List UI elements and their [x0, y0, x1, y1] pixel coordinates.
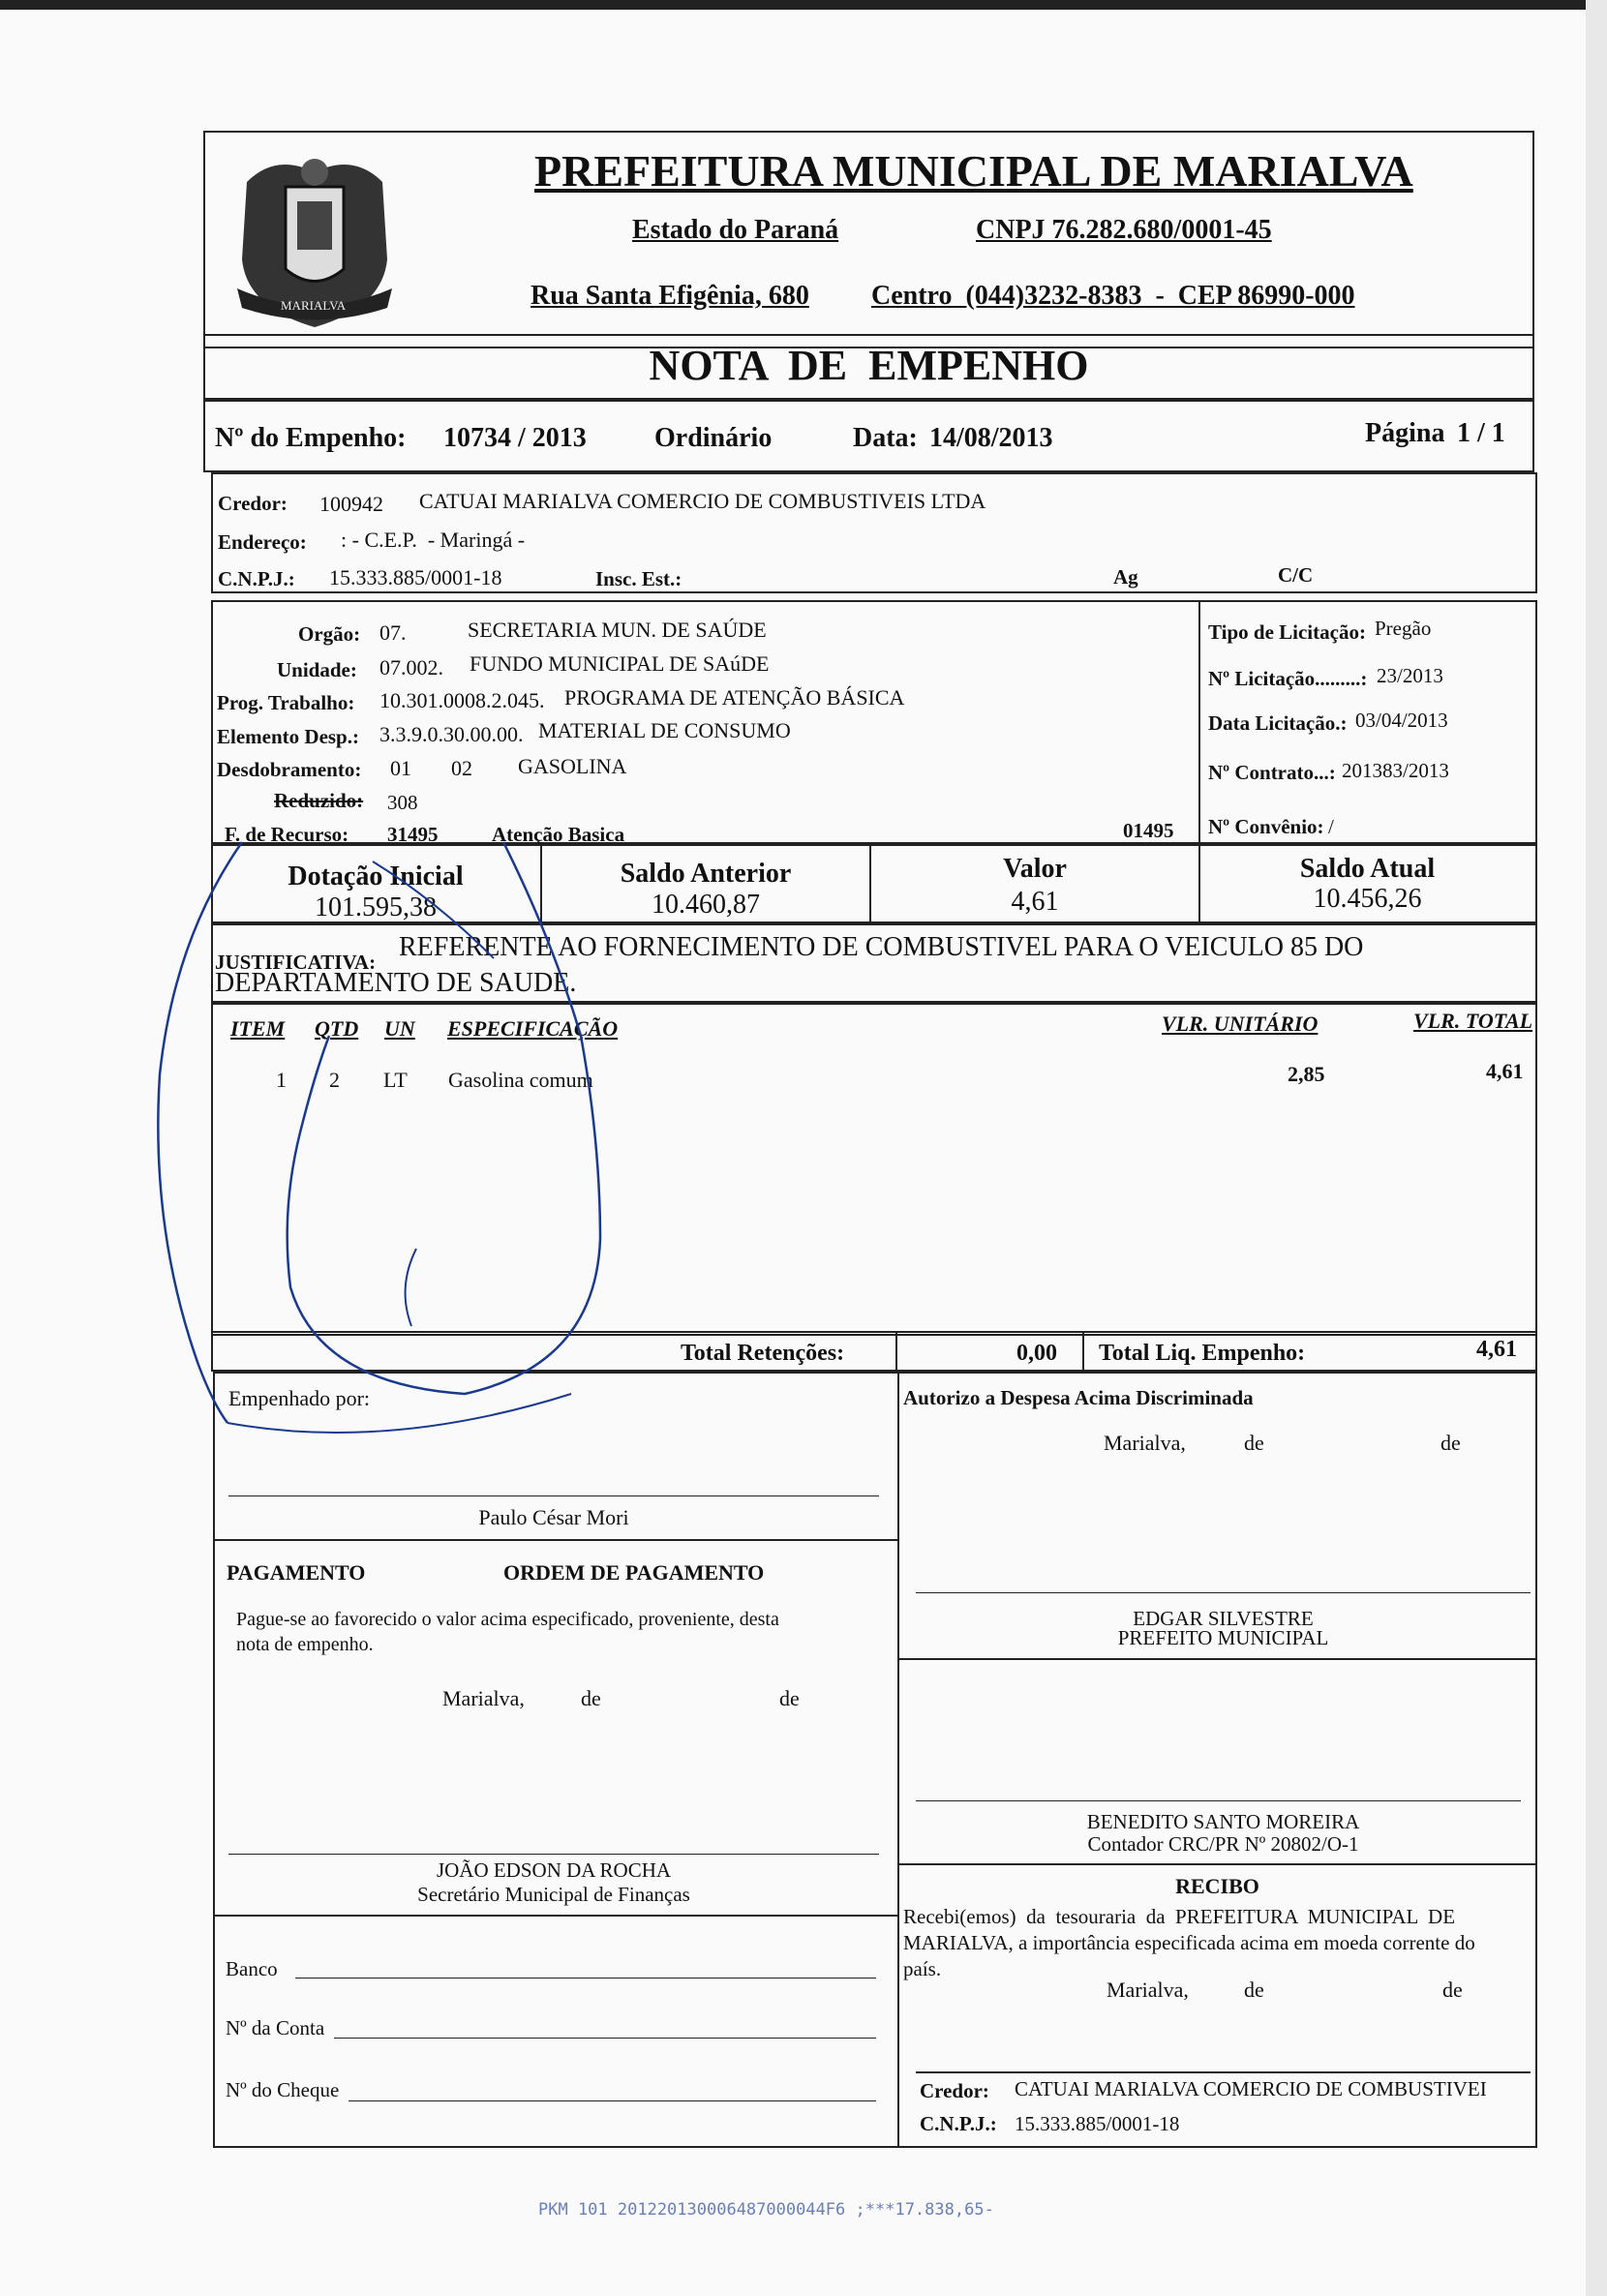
- prog-name: PROGRAMA DE ATENÇÃO BÁSICA: [564, 685, 905, 710]
- desdobramento-b: 02: [451, 756, 472, 780]
- totals-divider-1: [895, 1331, 897, 1372]
- recurso-name: Atenção Basica: [492, 823, 625, 846]
- prefeito-role: PREFEITO MUNICIPAL: [1117, 1626, 1329, 1649]
- dotacao-inicial-label: Dotação Inicial: [288, 861, 464, 891]
- state-name: Estado do Paraná: [632, 215, 839, 245]
- desdobramento-a: 01: [390, 756, 411, 780]
- contrato-label: Nº Contrato...:: [1208, 761, 1336, 784]
- recurso-label: F. de Recurso:: [225, 823, 349, 846]
- autorizo-de-1: de: [1244, 1431, 1264, 1455]
- elemento-name: MATERIAL DE CONSUMO: [538, 718, 791, 742]
- col-unit-value: VLR. UNITÁRIO: [1162, 1012, 1319, 1036]
- item-number: 1: [276, 1068, 287, 1092]
- valor-label: Valor: [1003, 854, 1067, 884]
- desdobramento-name: GASOLINA: [518, 754, 627, 778]
- orgao-name: SECRETARIA MUN. DE SAÚDE: [468, 618, 767, 642]
- dotacao-divider: [1198, 600, 1200, 844]
- justificativa-line-2: DEPARTAMENTO DE SAUDE.: [215, 968, 577, 998]
- justificativa-label: JUSTIFICATIVA:: [215, 951, 377, 974]
- credor-name: CATUAI MARIALVA COMERCIO DE COMBUSTIVEIS LTDA: [419, 489, 986, 513]
- bottom-divider: [897, 1372, 899, 2148]
- empenhado-signature-line: [228, 1495, 879, 1496]
- credor-cnpj: 15.333.885/0001-18: [329, 565, 502, 589]
- convenio-value: /: [1328, 815, 1334, 838]
- financas-name: JOÃO EDSON DA ROCHA: [436, 1858, 672, 1882]
- liq-empenho-value: 4,61: [1476, 1337, 1517, 1362]
- contador-role: Contador CRC/PR Nº 20802/O-1: [1087, 1832, 1359, 1856]
- address-label: Endereço:: [218, 530, 307, 554]
- scan-top-edge: [0, 0, 1607, 10]
- contrato-number: 201383/2013: [1342, 759, 1449, 782]
- credor-cnpj-label: C.N.P.J.:: [218, 567, 295, 590]
- licitacao-date: 03/04/2013: [1355, 709, 1448, 732]
- elemento-label: Elemento Desp.:: [217, 725, 359, 748]
- retencoes-value: 0,00: [1016, 1341, 1057, 1366]
- autorizo-label: Autorizo a Despesa Acima Discriminada: [903, 1386, 1254, 1409]
- recibo-cnpj-label: C.N.P.J.:: [920, 2112, 997, 2135]
- contador-bottom-line: [897, 1863, 1537, 1865]
- recibo-text-3: país.: [903, 1957, 942, 1980]
- licitacao-number-label: Nº Licitação.........:: [1208, 667, 1368, 690]
- financas-bottom-line: [213, 1915, 897, 1917]
- credor-address: : - C.E.P. - Maringá -: [341, 528, 526, 552]
- crest-icon: MARIALVA: [218, 143, 411, 337]
- conta-label: Nº da Conta: [226, 2016, 325, 2039]
- conta-field[interactable]: [334, 2038, 876, 2039]
- contador-name: BENEDITO SANTO MOREIRA: [1086, 1810, 1360, 1833]
- banco-field[interactable]: [295, 1978, 876, 1979]
- col-qtd: QTD: [315, 1016, 359, 1041]
- prefeito-signature-line: [916, 1592, 1531, 1593]
- prog-code: 10.301.0008.2.045.: [379, 688, 545, 712]
- footer-code: PKM 101 201220130006487000044F6 ;***17.838,65-: [538, 2200, 994, 2220]
- autorizo-city: Marialva,: [1104, 1431, 1186, 1455]
- recurso-right-code: 01495: [1123, 819, 1174, 842]
- reduzido-label: Reduzido:: [274, 789, 364, 812]
- empenho-date: 14/08/2013: [929, 423, 1053, 453]
- retencoes-label: Total Retenções:: [681, 1341, 845, 1366]
- saldo-anterior-value: 10.460,87: [652, 890, 760, 920]
- recibo-credor-line: [916, 2071, 1531, 2073]
- unidade-label: Unidade:: [277, 658, 357, 681]
- item-spec: Gasolina comum: [448, 1068, 593, 1092]
- contador-signature-line: [916, 1800, 1521, 1801]
- financas-role: Secretário Municipal de Finanças: [417, 1883, 690, 1906]
- recibo-credor-label: Credor:: [920, 2079, 989, 2102]
- recibo-de-2: de: [1442, 1978, 1463, 2002]
- reduzido-value: 308: [387, 791, 418, 814]
- totals-divider-2: [1082, 1331, 1084, 1372]
- address-contact: Centro (044)3232-8383 - CEP 86990-000: [871, 281, 1355, 311]
- col-un: UN: [384, 1016, 415, 1041]
- empenhado-name: Paulo César Mori: [478, 1505, 629, 1529]
- item-qtd: 2: [329, 1068, 340, 1092]
- prefeito-bottom-line: [897, 1658, 1537, 1660]
- empenho-number: 10734 / 2013: [443, 423, 587, 453]
- item-total-value: 4,61: [1486, 1059, 1524, 1083]
- saldo-atual-label: Saldo Atual: [1299, 854, 1436, 884]
- bottom-box: [213, 1372, 1537, 2148]
- recibo-de-1: de: [1244, 1978, 1264, 2002]
- pagamento-text-2: nota de empenho.: [236, 1634, 374, 1655]
- ordem-pagamento-label: ORDEM DE PAGAMENTO: [503, 1560, 765, 1585]
- liq-empenho-label: Total Liq. Empenho:: [1099, 1341, 1306, 1366]
- cnpj-header: CNPJ 76.282.680/0001-45: [976, 215, 1272, 245]
- pagamento-de-2: de: [779, 1686, 800, 1710]
- pen-signature-mark: [145, 823, 649, 1452]
- licitacao-number: 23/2013: [1377, 664, 1443, 687]
- recibo-city: Marialva,: [1107, 1978, 1189, 2002]
- recibo-text-2: MARIALVA, a importância especificada acima em moeda corrente do: [903, 1931, 1475, 1954]
- saldo-anterior-label: Saldo Anterior: [620, 859, 792, 889]
- item-unit-value: 2,85: [1288, 1062, 1325, 1086]
- justificativa-line-1: REFERENTE AO FORNECIMENTO DE COMBUSTIVEL PARA O VEICULO 85 DO: [399, 932, 1364, 962]
- recurso-code: 31495: [387, 823, 439, 846]
- street-address: Rua Santa Efigênia, 680: [531, 281, 809, 311]
- empenho-type: Ordinário: [654, 423, 773, 453]
- orgao-label: Orgão:: [298, 622, 361, 646]
- autorizo-de-2: de: [1440, 1431, 1461, 1455]
- licitacao-type-label: Tipo de Licitação:: [1208, 620, 1366, 644]
- pagamento-text-1: Pague-se ao favorecido o valor acima especificado, proveniente, desta: [236, 1609, 779, 1630]
- recibo-title: RECIBO: [1175, 1874, 1259, 1898]
- licitacao-date-label: Data Licitação.:: [1208, 711, 1348, 735]
- desdobramento-label: Desdobramento:: [217, 758, 362, 781]
- credor-label: Credor:: [218, 492, 288, 515]
- convenio-label: Nº Convênio:: [1208, 815, 1324, 838]
- scan-right-edge: [1586, 0, 1607, 2296]
- recibo-text-1: Recebi(emos) da tesouraria da PREFEITURA MUNICIPAL DE: [903, 1905, 1456, 1928]
- empenhado-label: Empenhado por:: [228, 1386, 371, 1410]
- pagamento-de-1: de: [581, 1686, 601, 1710]
- municipality-title: PREFEITURA MUNICIPAL DE MARIALVA: [534, 146, 1413, 196]
- saldo-atual-value: 10.456,26: [1313, 884, 1422, 914]
- elemento-code: 3.3.9.0.30.00.00.: [379, 722, 524, 746]
- empenho-number-label: Nº do Empenho:: [215, 423, 407, 453]
- pagamento-city: Marialva,: [442, 1686, 525, 1710]
- prog-label: Prog. Trabalho:: [217, 691, 355, 714]
- col-item: ITEM: [230, 1016, 286, 1041]
- banco-label: Banco: [226, 1957, 278, 1980]
- financas-signature-line: [228, 1854, 879, 1855]
- pagamento-label: PAGAMENTO: [227, 1560, 366, 1585]
- empenhado-bottom-line: [213, 1539, 897, 1541]
- credor-code: 100942: [319, 492, 383, 516]
- cheque-label: Nº do Cheque: [226, 2078, 340, 2101]
- page-label: Página: [1365, 418, 1445, 448]
- date-label: Data:: [853, 423, 918, 453]
- recibo-credor-name: CATUAI MARIALVA COMERCIO DE COMBUSTIVEI: [1015, 2077, 1487, 2100]
- agency-label: Ag: [1113, 565, 1138, 589]
- ie-label: Insc. Est.:: [595, 567, 682, 590]
- valor-value: 4,61: [1011, 887, 1059, 917]
- orgao-code: 07.: [379, 620, 407, 645]
- col-spec: ESPECIFICAÇÃO: [447, 1016, 619, 1041]
- licitacao-type: Pregão: [1375, 617, 1432, 640]
- unidade-code: 07.002.: [379, 655, 443, 680]
- unidade-name: FUNDO MUNICIPAL DE SAúDE: [470, 651, 770, 676]
- recibo-cnpj: 15.333.885/0001-18: [1015, 2112, 1180, 2135]
- dotacao-inicial-value: 101.595,38: [315, 892, 437, 922]
- cheque-field[interactable]: [349, 2100, 876, 2101]
- document-title: NOTA DE EMPENHO: [649, 342, 1089, 389]
- page-number: 1 / 1: [1457, 418, 1505, 448]
- item-un: LT: [383, 1068, 408, 1092]
- account-label: C/C: [1278, 563, 1314, 587]
- prefeito-name: EDGAR SILVESTRE: [1133, 1607, 1314, 1630]
- col-total-value: VLR. TOTAL: [1413, 1009, 1533, 1033]
